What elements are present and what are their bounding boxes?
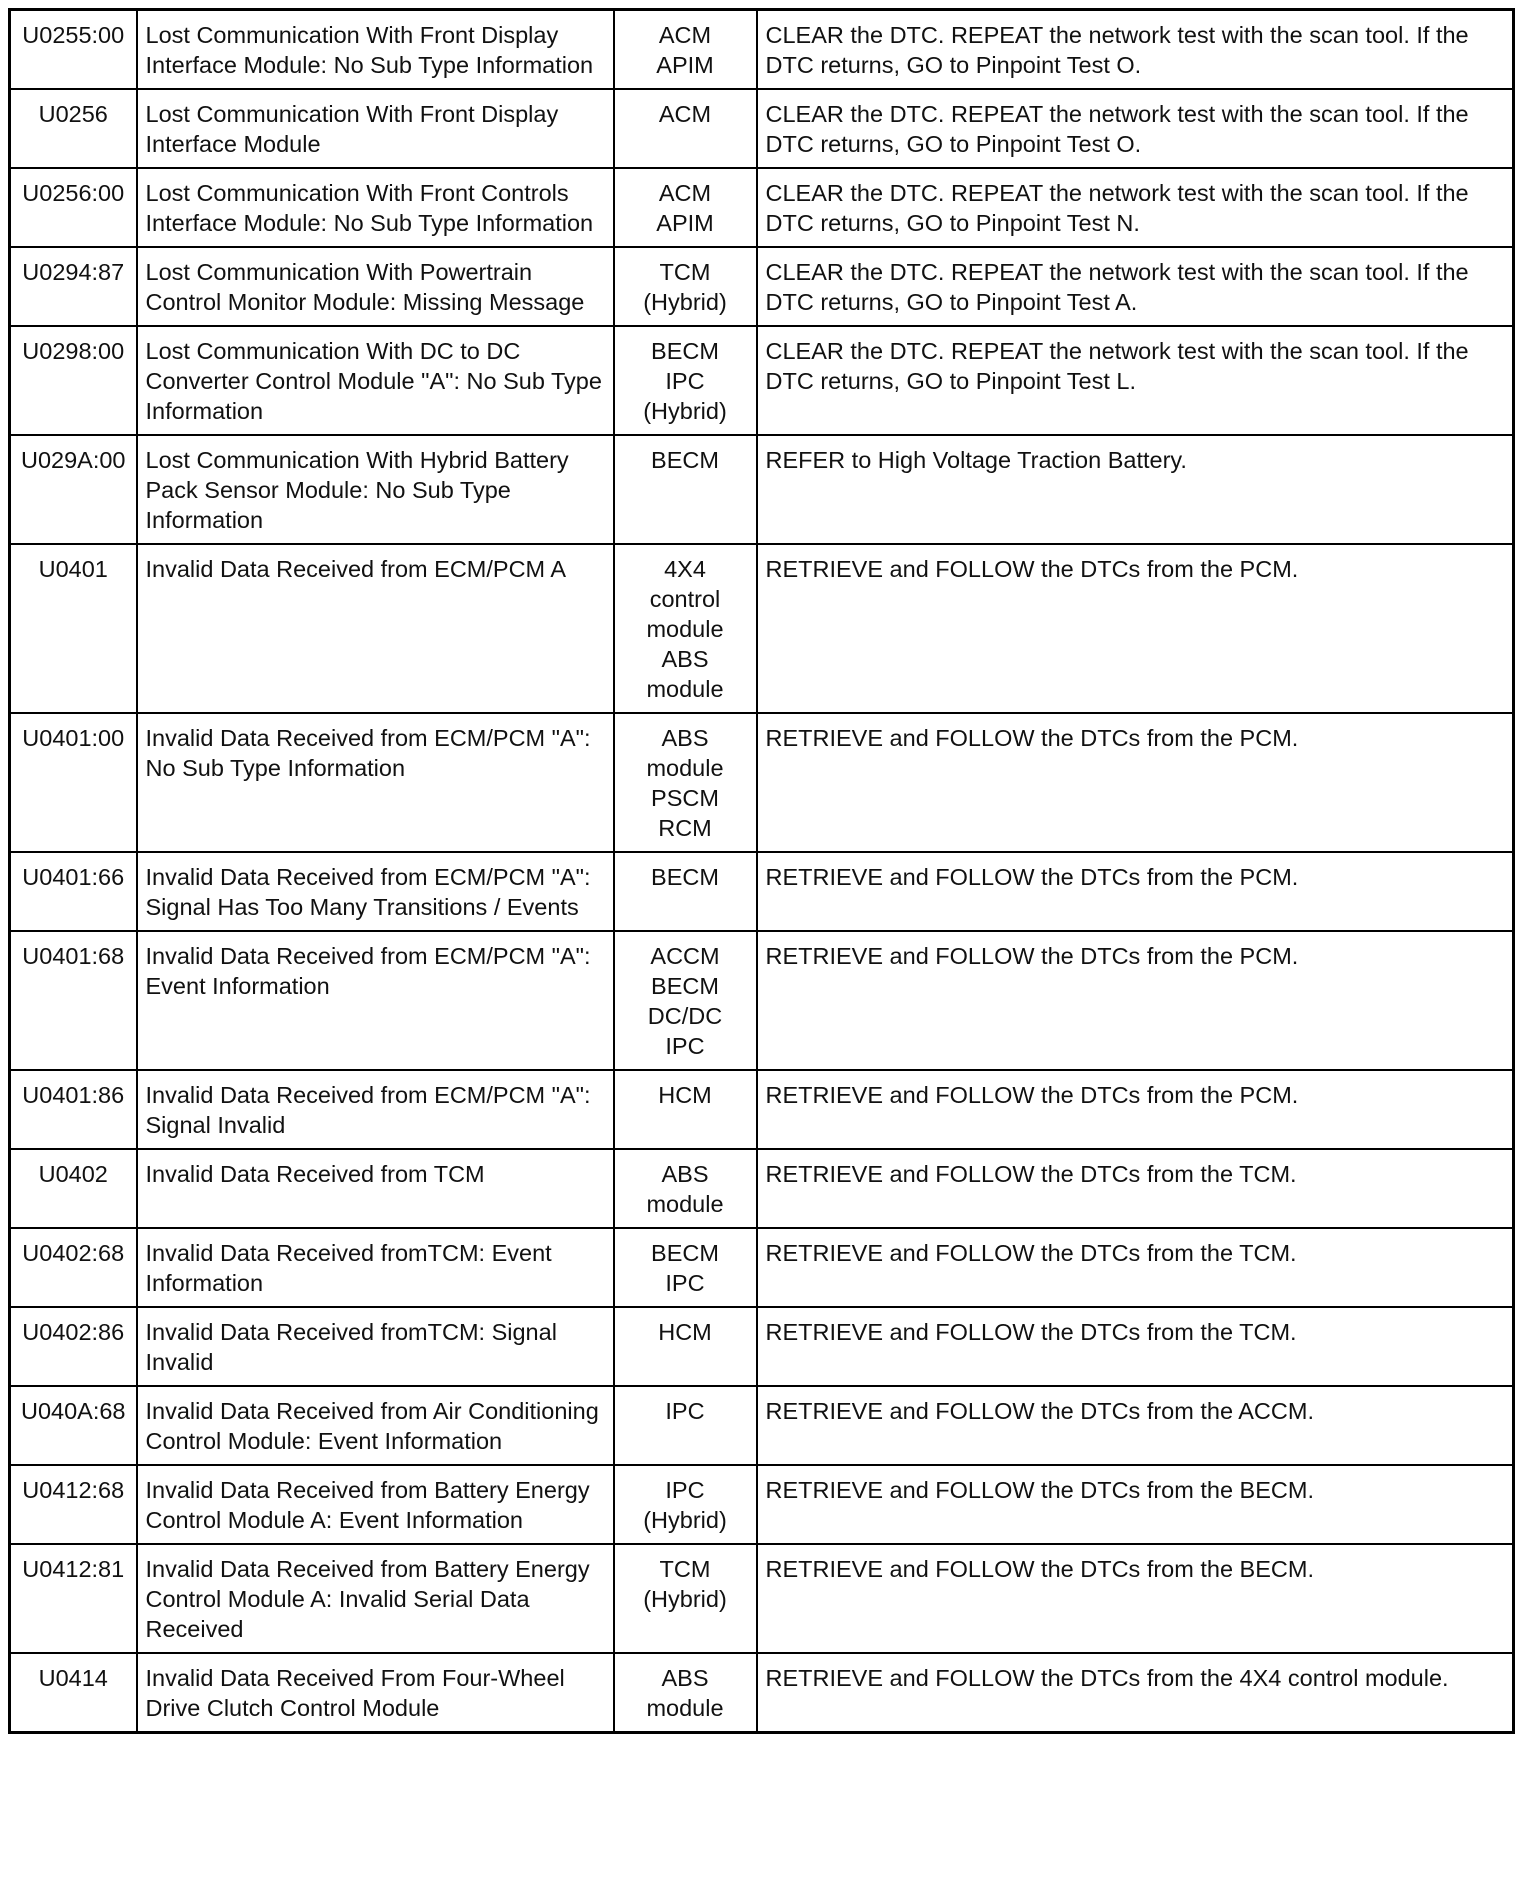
module-name: BECM (651, 864, 719, 890)
module-name: ABS (661, 725, 709, 751)
module-name: ABS (661, 1665, 709, 1691)
dtc-description: Lost Communication With Powertrain Control Monitor Module: Missing Message (137, 247, 614, 326)
module-name: BECM (651, 338, 719, 364)
dtc-code: U0255:00 (10, 10, 137, 90)
module-name: module (646, 1695, 724, 1721)
module-name: APIM (656, 52, 714, 78)
dtc-description: Invalid Data Received fromTCM: Signal Invalid (137, 1307, 614, 1386)
table-row (10, 852, 1514, 931)
dtc-code: U0401:66 (10, 852, 137, 931)
module-name: (Hybrid) (643, 1507, 727, 1533)
table-row (10, 168, 1514, 247)
dtc-modules (614, 1465, 757, 1544)
dtc-description: Invalid Data Received from ECM/PCM "A": No Sub Type Information (137, 713, 614, 852)
dtc-code: U029A:00 (10, 435, 137, 544)
dtc-code: U0412:68 (10, 1465, 137, 1544)
module-name: TCM (659, 1556, 711, 1582)
module-name: HCM (658, 1082, 712, 1108)
table-row (10, 326, 1514, 435)
dtc-action: RETRIEVE and FOLLOW the DTCs from the PCM. (757, 852, 1514, 931)
dtc-modules (614, 435, 757, 544)
dtc-modules (614, 544, 757, 713)
dtc-code: U0412:81 (10, 1544, 137, 1653)
module-name: 4X4 (664, 556, 706, 582)
dtc-description: Invalid Data Received from Battery Energy Control Module A: Event Information (137, 1465, 614, 1544)
dtc-description: Invalid Data Received from ECM/PCM "A": Event Information (137, 931, 614, 1070)
table-row (10, 931, 1514, 1070)
module-name: ABS (661, 1161, 709, 1187)
dtc-code: U0414 (10, 1653, 137, 1733)
dtc-description: Lost Communication With DC to DC Converter Control Module "A": No Sub Type Information (137, 326, 614, 435)
dtc-modules (614, 1544, 757, 1653)
dtc-code: U0402:86 (10, 1307, 137, 1386)
dtc-table (8, 8, 1515, 1734)
dtc-modules (614, 247, 757, 326)
dtc-action: REFER to High Voltage Traction Battery. (757, 435, 1514, 544)
table-row (10, 247, 1514, 326)
dtc-action: RETRIEVE and FOLLOW the DTCs from the PCM. (757, 544, 1514, 713)
dtc-code: U0256 (10, 89, 137, 168)
module-name: module (646, 616, 724, 642)
dtc-code: U0401:86 (10, 1070, 137, 1149)
dtc-action: CLEAR the DTC. REPEAT the network test with the scan tool. If the DTC returns, GO to Pinpoint Test A. (757, 247, 1514, 326)
module-name: APIM (656, 210, 714, 236)
dtc-action: CLEAR the DTC. REPEAT the network test with the scan tool. If the DTC returns, GO to Pinpoint Test O. (757, 89, 1514, 168)
module-name: ABS (661, 646, 709, 672)
module-name: (Hybrid) (643, 398, 727, 424)
dtc-description: Invalid Data Received fromTCM: Event Information (137, 1228, 614, 1307)
dtc-description: Lost Communication With Front Display Interface Module (137, 89, 614, 168)
dtc-action: RETRIEVE and FOLLOW the DTCs from the PCM. (757, 931, 1514, 1070)
dtc-description: Invalid Data Received from Battery Energy Control Module A: Invalid Serial Data Received (137, 1544, 614, 1653)
module-name: module (646, 676, 724, 702)
dtc-action: RETRIEVE and FOLLOW the DTCs from the PCM. (757, 1070, 1514, 1149)
dtc-action: RETRIEVE and FOLLOW the DTCs from the BECM. (757, 1544, 1514, 1653)
dtc-modules (614, 1307, 757, 1386)
module-name: ACM (658, 101, 712, 127)
table-row (10, 1653, 1514, 1733)
dtc-action: RETRIEVE and FOLLOW the DTCs from the TCM. (757, 1149, 1514, 1228)
module-name: BECM (651, 973, 719, 999)
table-row (10, 1307, 1514, 1386)
dtc-code: U0298:00 (10, 326, 137, 435)
dtc-code: U0402:68 (10, 1228, 137, 1307)
dtc-action: CLEAR the DTC. REPEAT the network test with the scan tool. If the DTC returns, GO to Pinpoint Test O. (757, 10, 1514, 90)
dtc-code: U0294:87 (10, 247, 137, 326)
dtc-action: RETRIEVE and FOLLOW the DTCs from the ACCM. (757, 1386, 1514, 1465)
dtc-modules (614, 931, 757, 1070)
module-name: PSCM (651, 785, 719, 811)
module-name: HCM (658, 1319, 712, 1345)
module-name: ACM (658, 180, 712, 206)
module-name: (Hybrid) (643, 1586, 727, 1612)
dtc-code: U0401 (10, 544, 137, 713)
module-name: BECM (651, 447, 719, 473)
dtc-action: RETRIEVE and FOLLOW the DTCs from the TCM. (757, 1307, 1514, 1386)
module-name: RCM (658, 815, 712, 841)
dtc-action: RETRIEVE and FOLLOW the DTCs from the TCM. (757, 1228, 1514, 1307)
dtc-description: Lost Communication With Front Display Interface Module: No Sub Type Information (137, 10, 614, 90)
dtc-description: Invalid Data Received From Four-Wheel Drive Clutch Control Module (137, 1653, 614, 1733)
module-name: control (649, 586, 721, 612)
dtc-modules (614, 713, 757, 852)
dtc-action: RETRIEVE and FOLLOW the DTCs from the PCM. (757, 713, 1514, 852)
table-row (10, 10, 1514, 90)
module-name: module (646, 755, 724, 781)
dtc-modules (614, 1070, 757, 1149)
table-row (10, 435, 1514, 544)
dtc-description: Lost Communication With Front Controls Interface Module: No Sub Type Information (137, 168, 614, 247)
module-name: ACCM (650, 943, 720, 969)
module-name: TCM (659, 259, 711, 285)
dtc-description: Invalid Data Received from ECM/PCM "A": Signal Has Too Many Transitions / Events (137, 852, 614, 931)
table-row (10, 1070, 1514, 1149)
table-row (10, 1465, 1514, 1544)
table-row (10, 1386, 1514, 1465)
dtc-code: U0401:68 (10, 931, 137, 1070)
dtc-modules (614, 852, 757, 931)
dtc-modules (614, 10, 757, 90)
module-name: BECM (651, 1240, 719, 1266)
dtc-code: U0402 (10, 1149, 137, 1228)
dtc-description: Invalid Data Received from Air Conditioning Control Module: Event Information (137, 1386, 614, 1465)
module-name: IPC (665, 1270, 705, 1296)
module-name: IPC (665, 1477, 705, 1503)
table-row (10, 544, 1514, 713)
dtc-modules (614, 326, 757, 435)
dtc-code: U040A:68 (10, 1386, 137, 1465)
table-row (10, 1544, 1514, 1653)
dtc-modules (614, 168, 757, 247)
table-row (10, 713, 1514, 852)
module-name: module (646, 1191, 724, 1217)
dtc-action: CLEAR the DTC. REPEAT the network test with the scan tool. If the DTC returns, GO to Pinpoint Test N. (757, 168, 1514, 247)
dtc-description: Invalid Data Received from TCM (137, 1149, 614, 1228)
dtc-action: CLEAR the DTC. REPEAT the network test with the scan tool. If the DTC returns, GO to Pinpoint Test L. (757, 326, 1514, 435)
dtc-modules (614, 89, 757, 168)
dtc-table-body (10, 10, 1514, 1733)
dtc-modules (614, 1386, 757, 1465)
dtc-modules (614, 1149, 757, 1228)
dtc-action: RETRIEVE and FOLLOW the DTCs from the 4X4 control module. (757, 1653, 1514, 1733)
module-name: ACM (658, 22, 712, 48)
table-row (10, 1228, 1514, 1307)
dtc-description: Invalid Data Received from ECM/PCM "A": Signal Invalid (137, 1070, 614, 1149)
dtc-description: Lost Communication With Hybrid Battery Pack Sensor Module: No Sub Type Information (137, 435, 614, 544)
module-name: (Hybrid) (643, 289, 727, 315)
dtc-modules (614, 1653, 757, 1733)
dtc-description: Invalid Data Received from ECM/PCM A (137, 544, 614, 713)
module-name: DC/DC (647, 1003, 723, 1029)
dtc-action: RETRIEVE and FOLLOW the DTCs from the BECM. (757, 1465, 1514, 1544)
table-row (10, 89, 1514, 168)
module-name: IPC (665, 368, 705, 394)
module-name: IPC (665, 1033, 705, 1059)
table-row (10, 1149, 1514, 1228)
dtc-code: U0256:00 (10, 168, 137, 247)
dtc-code: U0401:00 (10, 713, 137, 852)
dtc-modules (614, 1228, 757, 1307)
module-name: IPC (665, 1398, 705, 1424)
